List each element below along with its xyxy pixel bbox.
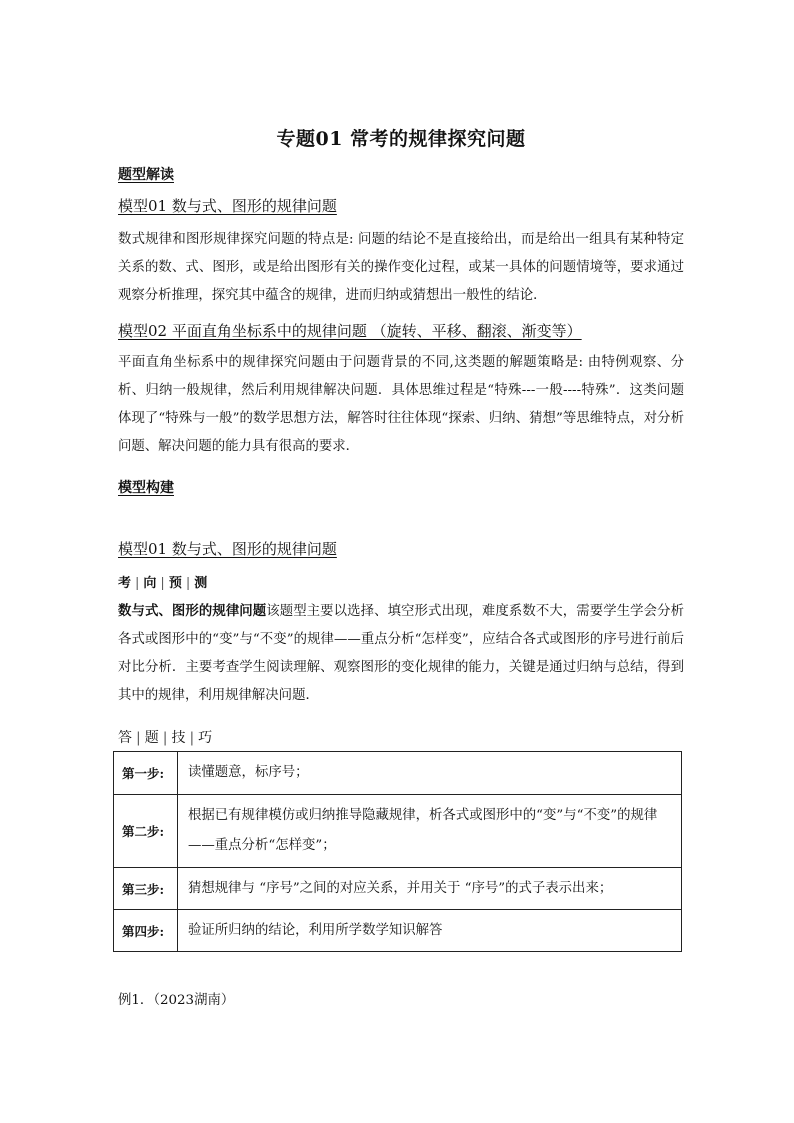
table-row	[114, 752, 682, 795]
tag-char: 向	[143, 576, 158, 591]
model02-heading: 模型02 平面直角坐标系中的规律问题 （旋转、平移、翻滚、渐变等）	[118, 322, 582, 340]
tag-char: 技	[171, 730, 187, 746]
model01-paragraph: 数式规律和图形规律探究问题的特点是: 问题的结论不是直接给出，而是给出一组具有某种特定关系的数、式、图形，或是给出图形有关的操作变化过程，或某一具体的问题情境等，要求通过观察分析推理，探究其中蕴含的规律，进而归纳或猜想出一般性的结论．	[118, 232, 684, 303]
step-text: 根据已有规律模仿或归纳推导隐藏规律，析各式或图形中的“变”与“不变”的规律——重点分析“怎样变”；	[178, 795, 682, 868]
section-heading-build: 模型构建	[118, 480, 174, 496]
step-label: 第一步:	[114, 752, 178, 795]
example-heading: 例1．（2023湖南）	[118, 993, 235, 1008]
tag-char: 预	[168, 576, 183, 591]
table-row	[114, 868, 682, 910]
model01-heading-repeat: 模型01 数与式、图形的规律问题	[118, 540, 337, 558]
step-label: 第二步:	[114, 795, 178, 868]
section-heading-read: 题型解读	[118, 167, 174, 183]
steps-table	[113, 751, 682, 952]
model01-heading: 模型01 数与式、图形的规律问题	[118, 197, 337, 215]
page-title: 专题01 常考的规律探究问题	[276, 128, 526, 150]
tag-char: 考	[118, 576, 133, 591]
answer-tips-tag: 答 | 题 | 技 | 巧	[118, 730, 214, 746]
tag-char: 答	[118, 730, 133, 746]
exam-prediction-tag: 考 | 向 | 预 | 测	[118, 576, 209, 591]
step-text: 验证所归纳的结论，利用所学数学知识解答	[178, 910, 682, 952]
table-row	[114, 795, 682, 868]
model02-paragraph: 平面直角坐标系中的规律探究问题由于问题背景的不同,这类题的解题策略是: 由特例观察、分析、归纳一般规律，然后利用规律解决问题．具体思维过程是“特殊---一般----特殊”．这类问题体现了“特殊与一般”的数学思想方法，解答时往往体现“探索、归纳、猜想”等思维特点，对分析问题、解决问题的能力具有很高的要求．	[118, 355, 684, 454]
step-text: 读懂题意，标序号；	[178, 752, 682, 795]
prediction-text: 该题型主要以选择、填空形式出现，难度系数不大，需要学生学会分析各式或图形中的“变”与“不变”的规律——重点分析“怎样变”，应结合各式或图形的序号进行前后对比分析．主要考查学生阅读理解、观察图形的变化规律的能力，关键是通过归纳与总结，得到其中的规律，利用规律解决问题．	[118, 604, 685, 703]
tag-char: 巧	[198, 730, 214, 746]
tag-char: 测	[194, 576, 209, 591]
prediction-paragraph	[118, 597, 684, 710]
table-row	[114, 910, 682, 952]
step-label: 第三步:	[114, 868, 178, 910]
prediction-lead: 数与式、图形的规律问题	[118, 603, 267, 619]
tag-char: 题	[144, 730, 160, 746]
step-text: 猜想规律与 “序号”之间的对应关系，并用关于 “序号”的式子表示出来；	[178, 868, 682, 910]
step-label: 第四步:	[114, 910, 178, 952]
